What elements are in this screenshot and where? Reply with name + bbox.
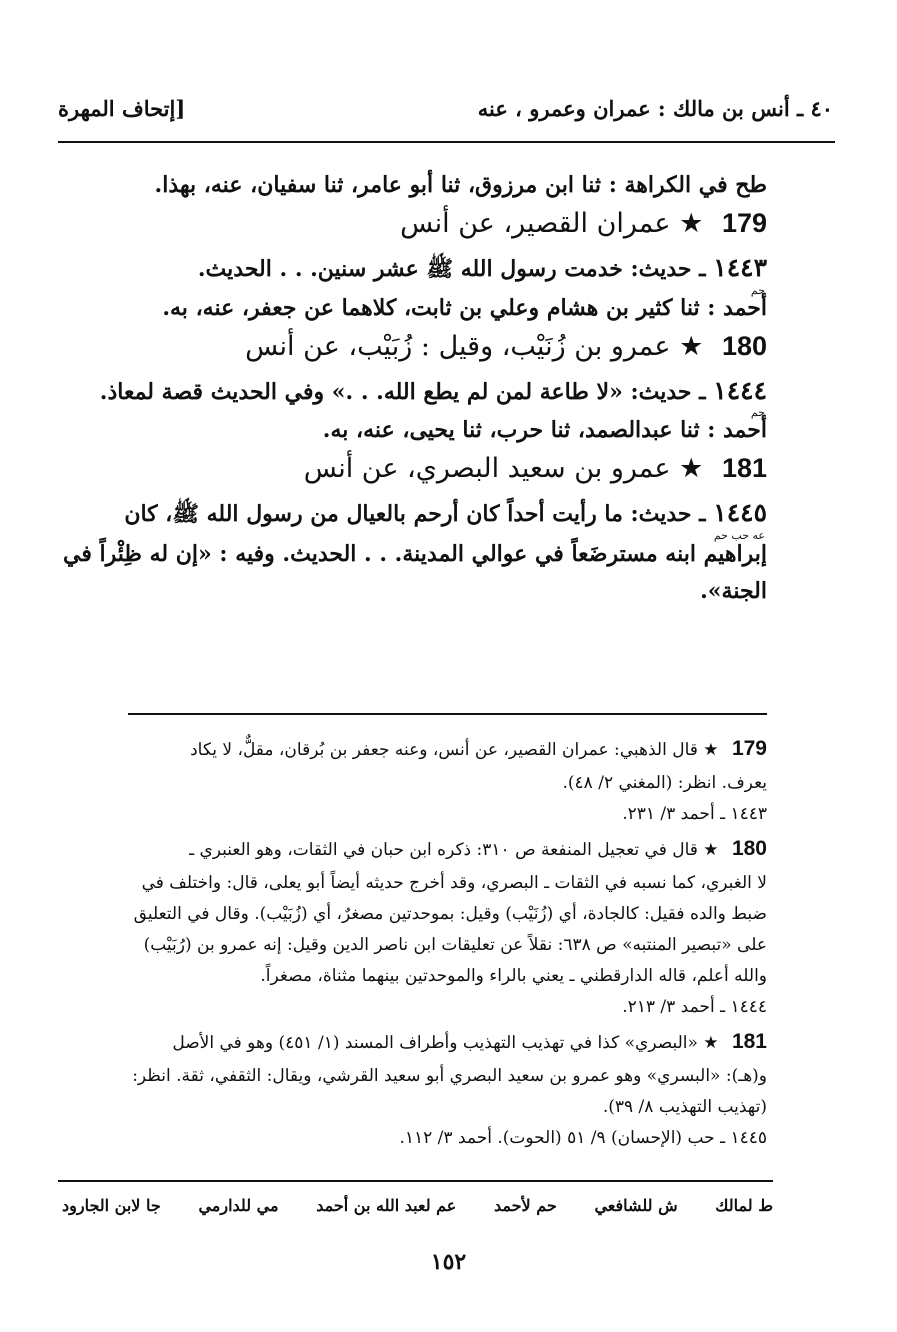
hadith-text: ـ حديث: «لا طاعة لمن لم يطع الله. . .» وفي الحديث قصة لمعاذ. (99, 378, 706, 405)
footnote-number: 180 (731, 837, 767, 861)
hadith-number: ١٤٤٤ (713, 375, 767, 405)
entry-number: 180 (721, 330, 767, 361)
abbreviations-legend (62, 1196, 773, 1215)
abbreviation: مي للدارمي (198, 1196, 279, 1215)
reference-line: ١٤٤٤ ـ أحمد ٣/ ٢١٣. (622, 997, 767, 1018)
footnote-line: على «تبصير المنتبه» ص ٦٣٨: نقلاً عن تعليقات ابن ناصر الدين وقيل: إنه عمرو بن (رُبَيْب) (143, 935, 767, 956)
footnote-text: قال في تعجيل المنفعة ص ٣١٠: ذكره ابن حبان في الثقات، وهو العنبري ـ (189, 840, 698, 861)
hadith-number: ١٤٤٣ (713, 253, 767, 283)
abbreviation: جا لابن الجارود (62, 1196, 161, 1215)
entry-title: عمران القصير، عن أنس (400, 208, 671, 240)
entry-heading-180 (58, 331, 767, 362)
entry-heading-179 (58, 208, 767, 239)
hadith-text: ـ حديث: ما رأيت أحداً كان أرحم بالعيال من رسول الله ﷺ، كان (124, 501, 706, 528)
margin-siglum: حم (750, 283, 765, 297)
margin-siglum: عه حب حم (713, 528, 765, 542)
hadith-text: ـ حديث: خدمت رسول الله ﷺ عشر سنين. . . الحديث. (197, 256, 706, 283)
header-chapter-title: ٤٠ ـ أنس بن مالك : عمران وعمرو ، عنه (477, 95, 833, 121)
isnad-line: أحمد : ثنا عبدالصمد، ثنا حرب، ثنا يحيى، عنه، به. (322, 417, 767, 444)
footnote-179 (58, 730, 767, 768)
footnote-line: (تهذيب التهذيب ٨/ ٣٩). (602, 1097, 767, 1118)
footnote-180 (58, 830, 767, 868)
running-header (58, 88, 833, 128)
abbreviation: ط لمالك (715, 1196, 773, 1215)
abbreviations-rule (58, 1180, 773, 1182)
footnotes (58, 730, 767, 1154)
reference-line: ١٤٤٣ ـ أحمد ٣/ ٢٣١. (622, 804, 767, 825)
star-icon: ★ (703, 1033, 719, 1053)
entry-title: عمرو بن سعيد البصري، عن أنس (303, 453, 671, 485)
footnote-text: «البصري» كذا في تهذيب التهذيب وأطراف المسند (١/ ٤٥١) وهو في الأصل (172, 1033, 698, 1053)
entry-title: عمرو بن زُنَيْب، وقيل : زُبَيْب، عن أنس (245, 330, 671, 362)
footnote-line: يعرف. انظر: (المغني ٢/ ٤٨). (562, 773, 767, 794)
header-rule (58, 141, 835, 143)
abbreviation: ش للشافعي (594, 1196, 678, 1215)
hadith-text-continued: إبراهيم ابنه مسترضَعاً في عوالي المدينة. . . الحديث. وفيه : «إن له ظِئْراً في (63, 540, 767, 567)
star-icon: ★ (679, 208, 704, 240)
isnad-line: أحمد : ثنا كثير بن هشام وعلي بن ثابت، كلاهما عن جعفر، عنه، به. (162, 294, 767, 321)
hadith-1445 (58, 492, 767, 535)
footnote-line: ضبط والده فقيل: كالجادة، أي (زُنَيْب) وقيل: بموحدتين مصغرٌ، أي (زُبَيْب). وقال في التعليق (133, 904, 767, 925)
page-number: ١٥٢ (430, 1249, 467, 1275)
entry-heading-181 (58, 453, 767, 484)
main-text (58, 168, 767, 611)
hadith-text-continued: الجنة». (700, 578, 767, 605)
star-icon: ★ (679, 330, 704, 362)
footnote-line: والله أعلم، قاله الدارقطني ـ يعني بالراء والموحدتين بينهما مثناة، مصغراً. (260, 966, 767, 987)
entry-number: 181 (721, 453, 767, 484)
hadith-1444 (58, 370, 767, 413)
reference-line: ١٤٤٥ ـ حب (الإحسان) ٩/ ٥١ (الحوت). أحمد ٣/ ١١٢. (399, 1128, 767, 1149)
text-line: طح في الكراهة : ثنا ابن مرزوق، ثنا أبو عامر، ثنا سفيان، عنه، بهذا. (154, 172, 767, 198)
footnote-181 (58, 1023, 767, 1061)
footnote-number: 179 (731, 737, 767, 760)
star-icon: ★ (679, 453, 704, 485)
footnote-line: لا الغبري، كما نسبه في الثقات ـ البصري، وقد أخرج حديثه أيضاً أبو يعلى، قال: واختلف في (141, 873, 767, 894)
footnote-rule (128, 713, 767, 715)
footnote-number: 181 (731, 1030, 767, 1053)
abbreviation: عم لعبد الله بن أحمد (316, 1196, 457, 1215)
star-icon: ★ (703, 840, 719, 861)
abbreviation: حم لأحمد (494, 1196, 557, 1215)
header-book-title: [إتحاف المهرة (58, 95, 186, 121)
star-icon: ★ (703, 740, 719, 760)
footnote-line: و(هـ): «البسري» وهو عمرو بن سعيد البصري أبو سعيد القرشي، ويقال: الثقفي، ثقة. انظر: (132, 1066, 767, 1087)
entry-number: 179 (721, 208, 767, 239)
margin-siglum: حم (750, 406, 765, 420)
footnote-text: قال الذهبي: عمران القصير، عن أنس، وعنه جعفر بن بُرقان، مقلٌّ، لا يكاد (190, 740, 698, 760)
hadith-number: ١٤٤٥ (713, 498, 767, 528)
